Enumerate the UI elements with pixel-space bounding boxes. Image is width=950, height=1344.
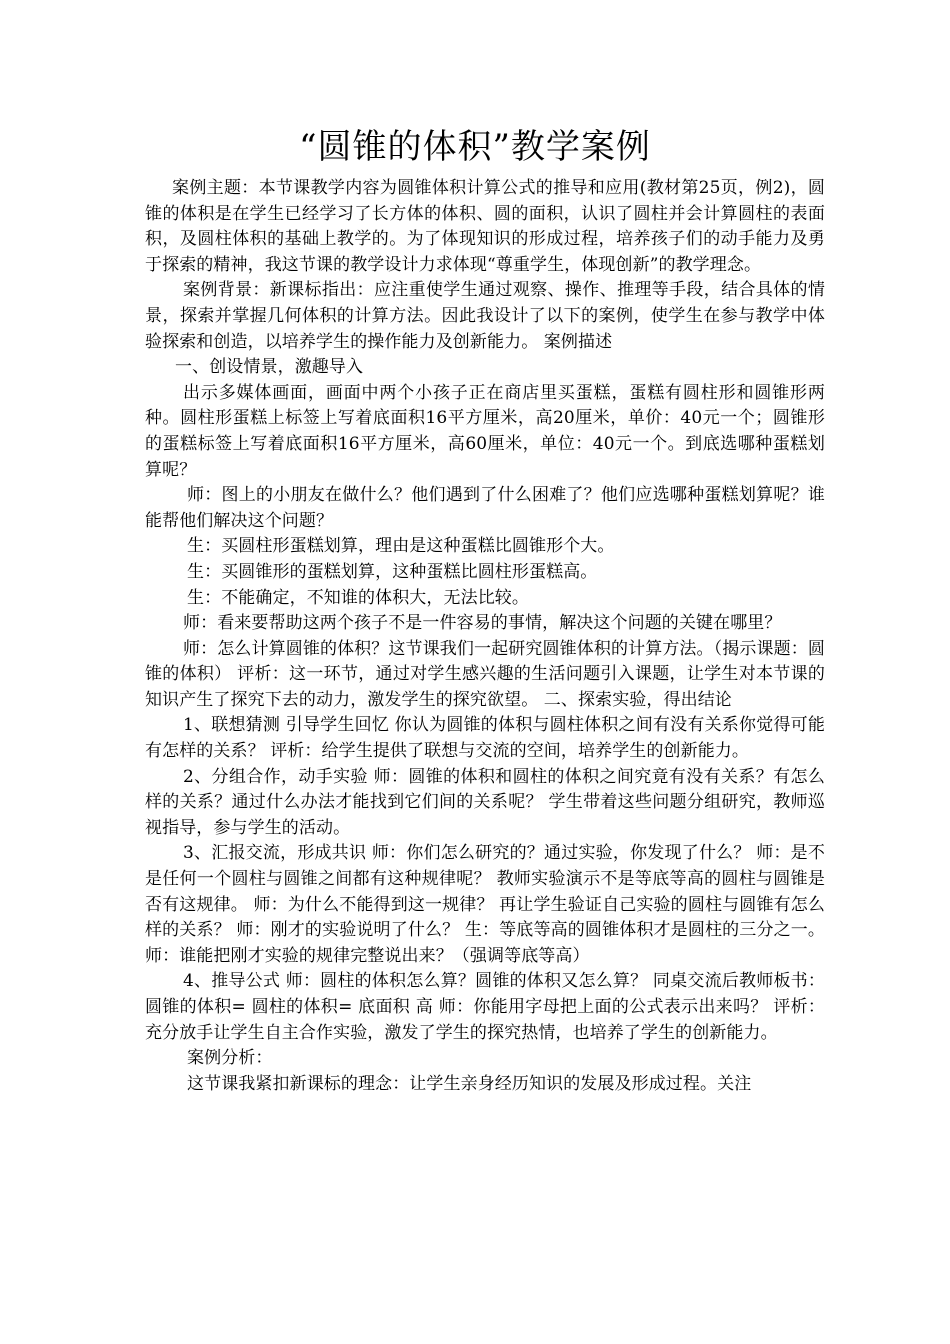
document-body xyxy=(145,176,825,1097)
paragraph-multimedia-scene: 出示多媒体画面，画面中两个小孩子正在商店里买蛋糕，蛋糕有圆柱形和圆锥形两种。圆柱形蛋糕上标签上写着底面积16平方厘米，高20厘米，单价：40元一个；圆锥形的蛋糕标签上写着底面积16平方厘米，高60厘米，单位：40元一个。到底选哪种蛋糕划算呢？ xyxy=(145,382,825,480)
paragraph-step-4: 4、推导公式 师：圆柱的体积怎么算？圆锥的体积又怎么算？ 同桌交流后教师板书： 圆锥的体积= 圆柱的体积= 底面积 高 师：你能用字母把上面的公式表示出来吗？ 评析：充分放手让学生自主合作实验，激发了学生的探究热情，也培养了学生的创新能力。 xyxy=(145,971,825,1043)
paragraph-teacher-topic: 师：怎么计算圆锥的体积？这节课我们一起研究圆锥体积的计算方法。（揭示课题：圆锥的体积） 评析：这一环节，通过对学生感兴趣的生活问题引入课题，让学生对本节课的知识产生了探究下去的动力，激发学生的探究欲望。 二、探索实验，得出结论 xyxy=(145,638,825,710)
paragraph-teacher-question-1: 师：图上的小朋友在做什么？他们遇到了什么困难了？他们应选哪种蛋糕划算呢？谁能帮他们解决这个问题？ xyxy=(145,485,825,531)
paragraph-case-background: 案例背景：新课标指出：应注重使学生通过观察、操作、推理等手段，结合具体的情景，探索并掌握几何体积的计算方法。因此我设计了以下的案例，使学生在参与教学中体验探索和创造，以培养学生的操作能力及创新能力。 案例描述 xyxy=(145,280,825,352)
paragraph-step-3: 3、汇报交流，形成共识 师：你们怎么研究的？通过实验，你发现了什么？ 师：是不是任何一个圆柱与圆锥之间都有这种规律呢？ 教师实验演示不是等底等高的圆柱与圆锥是否有这规律。 师：为什么不能得到这一规律？ 再让学生验证自己实验的圆柱与圆锥有怎么样的关系？ 师：刚才的实验说明了什么？ 生：等底等高的圆锥体积才是圆柱的三分之一。 师：谁能把刚才实验的规律完整说出来？（强调等底等高） xyxy=(145,843,825,966)
section-heading-analysis: 案例分析： xyxy=(187,1048,273,1069)
document-title: “圆锥的体积”教学案例 xyxy=(299,127,651,167)
section-heading-1: 一、创设情景，激趣导入 xyxy=(175,357,364,378)
paragraph-step-1: 1、联想猜测 引导学生回忆 你认为圆锥的体积与圆柱体积之间有没有关系你觉得可能有怎样的关系？ 评析：给学生提供了联想与交流的空间，培养学生的创新能力。 xyxy=(145,715,825,762)
paragraph-student-answer-2: 生：买圆锥形的蛋糕划算，这种蛋糕比圆柱形蛋糕高。 xyxy=(187,561,598,582)
paragraph-teacher-key: 师：看来要帮助这两个孩子不是一件容易的事情，解决这个问题的关键在哪里？ xyxy=(183,613,782,634)
paragraph-student-answer-3: 生：不能确定，不知谁的体积大，无法比较。 xyxy=(187,587,529,608)
paragraph-case-theme: 案例主题：本节课教学内容为圆锥体积计算公式的推导和应用(教材第25页，例2)，圆锥的体积是在学生已经学习了长方体的体积、圆的面积，认识了圆柱并会计算圆柱的表面积，及圆柱体积的基础上教学的。为了体现知识的形成过程，培养孩子们的动手能力及勇于探索的精神，我这节课的教学设计力求体现“尊重学生，体现创新”的教学理念。 xyxy=(145,178,825,275)
paragraph-step-2: 2、分组合作，动手实验 师：圆锥的体积和圆柱的体积之间究竟有没有关系？有怎么样的关系？通过什么办法才能找到它们间的关系呢？ 学生带着这些问题分组研究，教师巡视指导，参与学生的活动。 xyxy=(145,766,825,838)
paragraph-student-answer-1: 生：买圆柱形蛋糕划算，理由是这种蛋糕比圆锥形个大。 xyxy=(187,536,615,557)
paragraph-analysis: 这节课我紧扣新课标的理念：让学生亲身经历知识的发展及形成过程。关注 xyxy=(187,1073,752,1094)
